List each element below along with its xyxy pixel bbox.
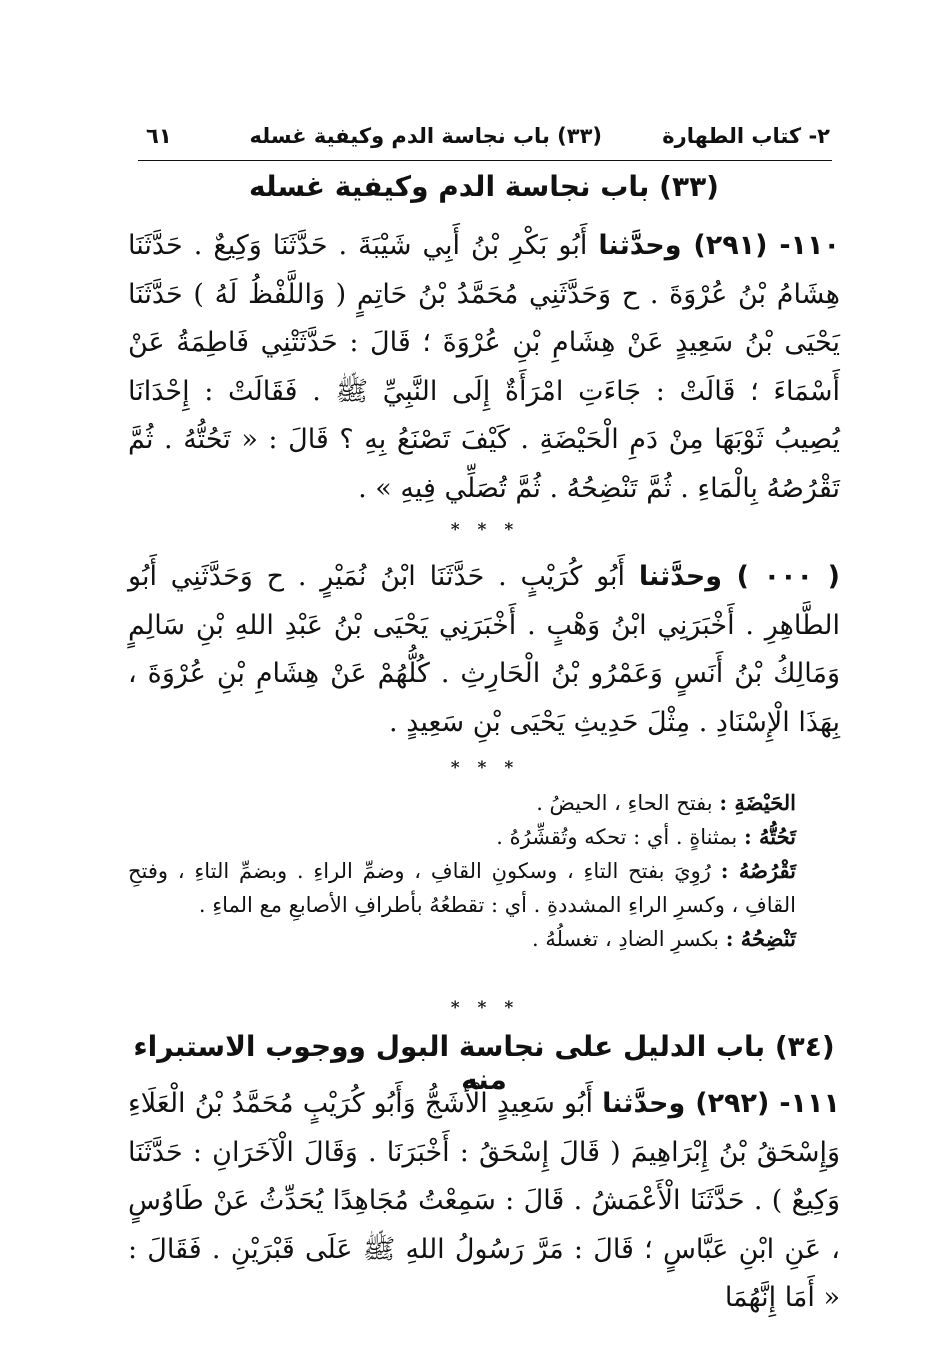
book-title: ٢- كتاب الطهارة [662,124,830,148]
glossary [128,786,840,956]
running-header [140,118,830,158]
gloss-entry [128,854,840,922]
gloss-entry [128,820,840,854]
section-34-title: (٣٤) باب الدليل على نجاسة البول ووجوب الاستبراء منه [133,1030,835,1096]
separator-2: * * * [450,758,520,778]
hadith-000-number: ( ٠٠٠ ) وحدَّثنا [638,561,841,592]
page-number: ٦١ [146,124,172,148]
gloss-text: بكسرِ الضادِ ، تغسلُهُ . [532,927,720,951]
hadith-000 [128,553,840,747]
hadith-111-text: أَبُو سَعِيدٍ الْأَشَجُّ وَأَبُو كُرَيْبٍ مُحَمَّدُ بْنُ الْعَلَاءِ وَإِسْحَقُ بْنُ إِبْرَاهِيمَ ( قَالَ إِسْحَقُ : أَخْبَرَنَا . وَقَالَ الْآخَرَانِ : حَدَّثَنَا وَكِيعٌ ) . حَدَّثَنَا الْأَعْمَشُ . قَالَ : سَمِعْتُ مُجَاهِدًا يُحَدِّثُ عَنْ طَاوُسٍ ، عَنِ ابْنِ عَبَّاسٍ ؛ قَالَ : مَرَّ رَسُولُ اللهِ ﷺ عَلَى قَبْرَيْنِ . فَقَالَ : « أَمَا إِنَّهُمَا [128,1088,840,1313]
gloss-word: تَحُتُّهُ : [743,824,796,849]
hadith-110 [128,222,840,513]
hadith-110-text: أَبُو بَكْرِ بْنُ أَبِي شَيْبَةَ . حَدَّثَنَا وَكِيعٌ . حَدَّثَنَا هِشَامُ بْنُ عُرْوَةَ . ح وَحَدَّثَنِي مُحَمَّدُ بْنُ حَاتِمٍ ( وَاللَّفْظُ لَهُ ) حَدَّثَنَا يَحْيَى بْنُ سَعِيدٍ عَنْ هِشَامِ بْنِ عُرْوَةَ ؛ قَالَ : حَدَّثَتْنِي فَاطِمَةُ عَنْ أَسْمَاءَ ؛ قَالَتْ : جَاءَتِ امْرَأَةٌ إِلَى النَّبِيِّ ﷺ . فَقَالَتْ : إِحْدَانَا يُصِيبُ ثَوْبَهَا مِنْ دَمِ الْحَيْضَةِ . كَيْفَ تَصْنَعُ بِهِ ؟ قَالَ : « تَحُتُّهُ . ثُمَّ تَقْرُصُهُ بِالْمَاءِ . ثُمَّ تَنْضِحُهُ . ثُمَّ تُصَلِّي فِيهِ » . [128,230,840,504]
separator-3: * * * [450,998,520,1018]
gloss-entry [128,786,840,820]
gloss-word: تَقْرُصُهُ : [720,858,796,883]
gloss-entry [128,922,840,956]
gloss-text: بفتح الحاءِ ، الحيضُ . [536,791,713,815]
section-33-title: (٣٣) باب نجاسة الدم وكيفية غسله [249,170,719,203]
gloss-word: تَنْضِحُهُ : [725,926,796,951]
separator-1: * * * [450,520,520,540]
chapter-title: (٣٣) باب نجاسة الدم وكيفية غسله [249,124,602,148]
hadith-111-number: ١١١- (٢٩٢) وحدَّثنا [602,1088,840,1119]
hadith-110-number: ١١٠- (٢٩١) وحدَّثنا [598,230,840,261]
header-divider [138,160,832,161]
gloss-text: رُوِيَ بفتح التاءِ ، وسكونِ القافِ ، وضمِّ الراءِ . وبضمِّ التاءِ ، وفتحِ القافِ ، وكسرِ الراءِ المشددةِ . أي : تقطعُهُ بأطرافِ الأصابعِ مع الماءِ . [128,859,796,917]
gloss-word: الحَيْضَةِ : [719,790,796,815]
hadith-000-text: أَبُو كُرَيْبٍ . حَدَّثَنَا ابْنُ نُمَيْرٍ . ح وَحَدَّثَنِي أَبُو الطَّاهِرِ . أَخْبَرَنِي ابْنُ وَهْبٍ . أَخْبَرَنِي يَحْيَى بْنُ عَبْدِ اللهِ بْنِ سَالِمٍ وَمَالِكُ بْنُ أَنَسٍ وَعَمْرُو بْنُ الْحَارِثِ . كُلُّهُمْ عَنْ هِشَامِ بْنِ عُرْوَةَ ، بِهَذَا الْإِسْنَادِ . مِثْلَ حَدِيثِ يَحْيَى بْنِ سَعِيدٍ . [128,561,840,738]
hadith-111 [128,1080,840,1323]
gloss-text: بمثناةٍ . أي : تحكه وتُقشِّرُهُ . [496,825,738,849]
